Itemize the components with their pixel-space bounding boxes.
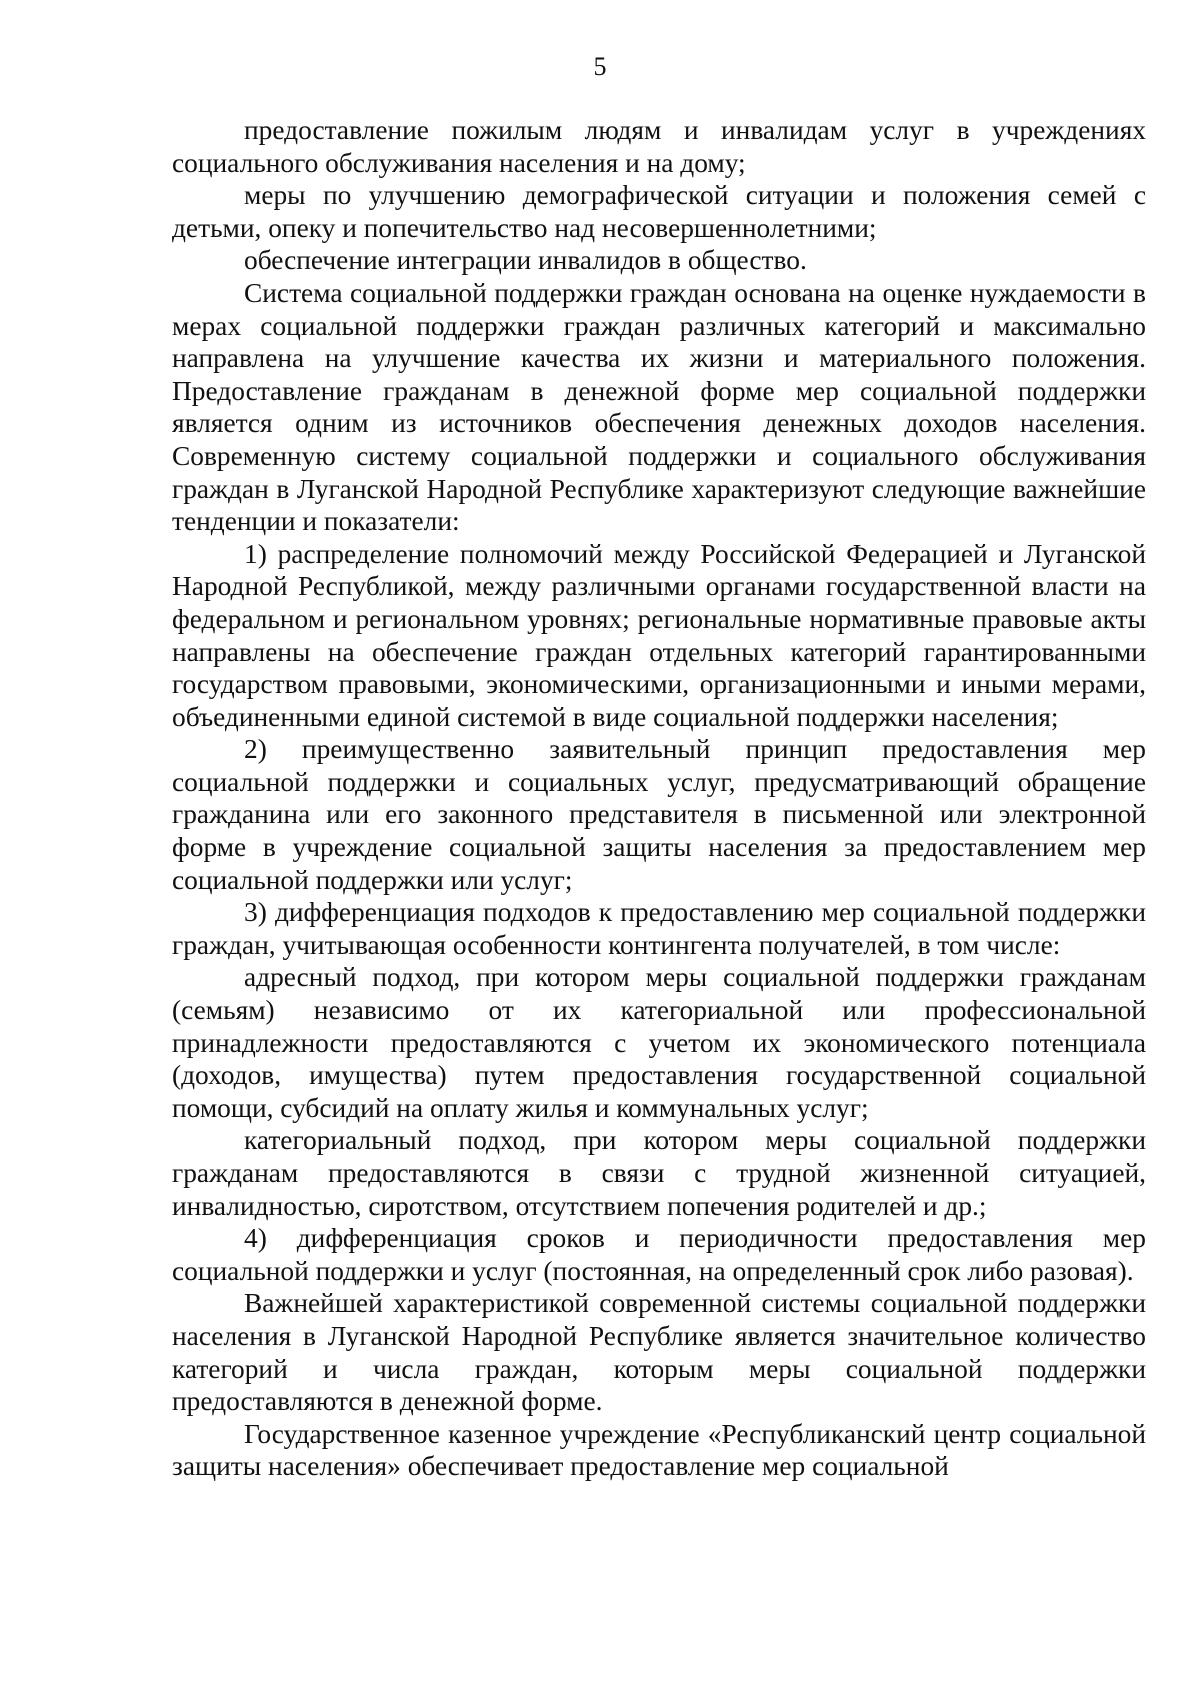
paragraph-continued: Государственное казенное учреждение «Республиканский центр социальной защиты населения» обеспечивает предоставление мер социальной: [172, 1418, 1146, 1482]
list-item-paragraph: 2) преимущественно заявительный принцип предоставления мер социальной поддержки и социальных услуг, предусматривающий обращение гражданина или его законного представителя в письменной или электронной форме в учреждение социальной защиты населения за предоставлением мер социальной поддержки или услуг;: [172, 734, 1146, 895]
paragraph: категориальный подход, при котором меры социальной поддержки гражданам предоставляются в связи с трудной жизненной ситуацией, инвалидностью, сиротством, отсутствием попечения родителей и др.;: [172, 1125, 1146, 1221]
paragraph: предоставление пожилым людям и инвалидам услуг в учреждениях социального обслуживания населения и на дому;: [172, 115, 1146, 178]
paragraph: Важнейшей характеристикой современной системы социальной поддержки населения в Луганской Народной Республике является значительное количество категорий и числа граждан, которым меры социальной поддержки предоставляются в денежной форме.: [172, 1288, 1146, 1417]
page-number: 5: [593, 52, 607, 81]
paragraph: меры по улучшению демографической ситуации и положения семей с детьми, опеку и попечительство над несовершеннолетними;: [172, 180, 1146, 243]
document-body: [172, 114, 1146, 1483]
paragraph: адресный подход, при котором меры социальной поддержки гражданам (семьям) независимо от их категориальной или профессиональной принадлежности предоставляются с учетом их экономического потенциала (доходов, имущества) путем предоставления государственной социальной помощи, субсидий на оплату жилья и коммунальных услуг;: [172, 962, 1146, 1123]
paragraph: обеспечение интеграции инвалидов в общество.: [244, 245, 807, 276]
list-item-paragraph: 3) дифференциация подходов к предоставлению мер социальной поддержки граждан, учитывающая особенности контингента получателей, в том числе:: [172, 897, 1146, 960]
list-item-paragraph: 1) распределение полномочий между Российской Федерацией и Луганской Народной Республикой, между различными органами государственной власти на федеральном и региональном уровнях; региональные нормативные правовые акты направлены на обеспечение граждан отдельных категорий гарантированными государством правовыми, экономическими, организационными и иными мерами, объединенными единой системой в виде социальной поддержки населения;: [172, 538, 1146, 732]
paragraph: Система социальной поддержки граждан основана на оценке нуждаемости в мерах социальной поддержки граждан различных категорий и максимально направлена на улучшение качества их жизни и материального положения. Предоставление гражданам в денежной форме мер социальной поддержки является одним из источников обеспечения денежных доходов населения. Современную систему социальной поддержки и социального обслуживания граждан в Луганской Народной Республике характеризуют следующие важнейшие тенденции и показатели:: [172, 277, 1146, 537]
list-item-paragraph: 4) дифференциация сроков и периодичности предоставления мер социальной поддержки и услуг (постоянная, на определенный срок либо разовая).: [172, 1223, 1146, 1286]
